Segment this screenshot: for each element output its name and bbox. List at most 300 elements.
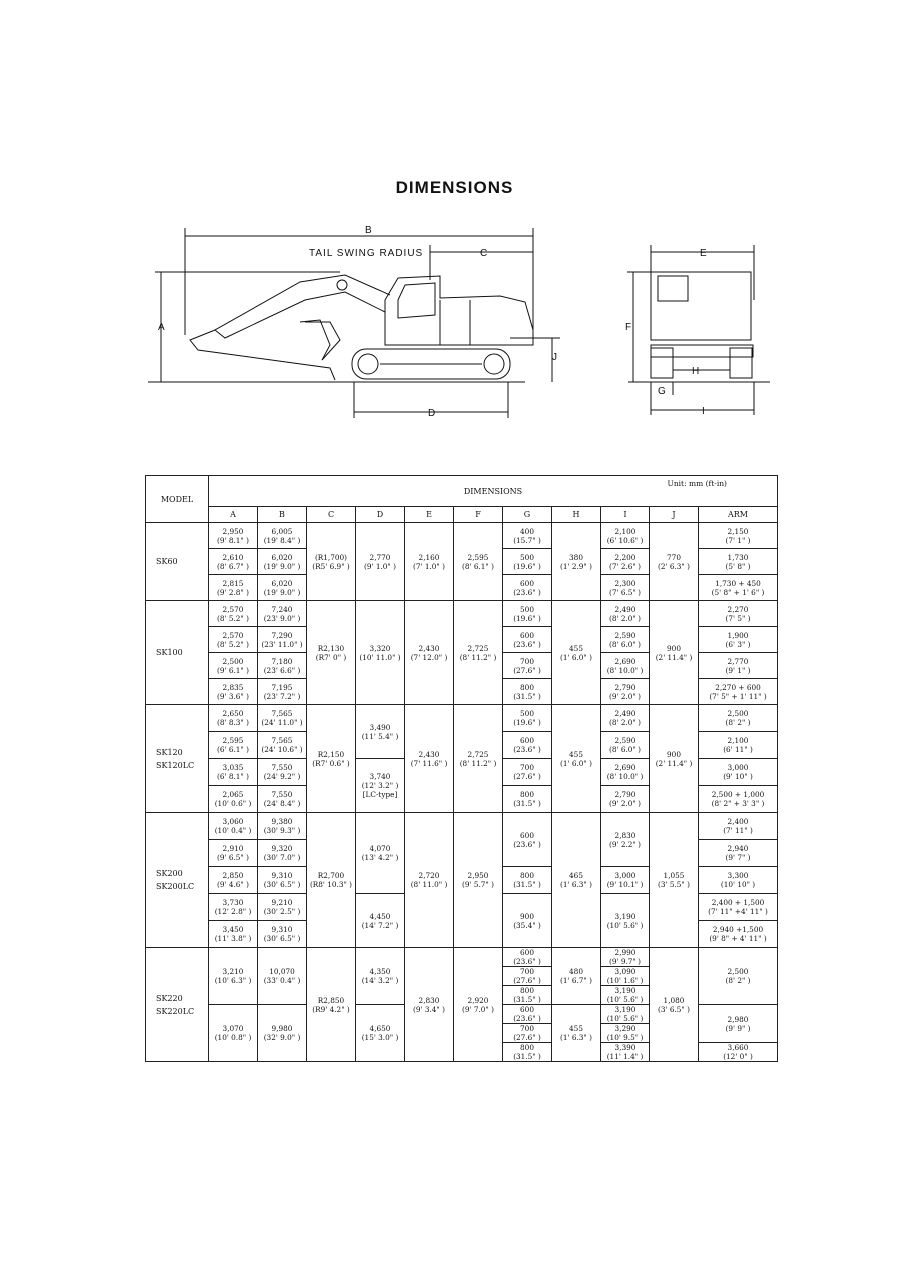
cell-value: 9,310	[271, 925, 293, 934]
cell-value: (9' 10.1" )	[606, 880, 644, 889]
cell-value: 3,000	[614, 871, 636, 880]
cell-value: (7' 12.0" )	[410, 652, 448, 662]
cell-value: 2,500	[727, 709, 749, 718]
cell	[503, 759, 552, 786]
model-sk60: SK60	[146, 523, 209, 601]
cell	[699, 759, 778, 786]
col-c: C	[307, 507, 356, 523]
cell	[258, 840, 307, 867]
model-header: MODEL	[146, 476, 209, 523]
cell-value: 2,500 + 1,000	[711, 790, 765, 799]
cell	[699, 948, 778, 1005]
cell-value: 2,850	[222, 871, 244, 880]
cell	[601, 679, 650, 705]
cell	[601, 1024, 650, 1043]
cell-value: (9' 2.0" )	[609, 691, 641, 701]
cell-value: 3,320	[369, 643, 391, 653]
cell-value: (30' 6.5" )	[263, 880, 301, 889]
cell-value: 800	[520, 1043, 534, 1052]
cell	[258, 549, 307, 575]
cell	[601, 867, 650, 894]
cell-value: (8' 10.0" )	[606, 665, 644, 675]
cell-value: 2,150	[727, 526, 749, 536]
cell	[503, 627, 552, 653]
cell-value: (23' 7.2" )	[263, 691, 301, 701]
cell	[503, 1024, 552, 1043]
cell-value: 1,730	[727, 552, 749, 562]
cell-value: 2,790	[614, 682, 636, 692]
cell-value: 900	[667, 749, 681, 759]
cell-value: (7' 11.6" )	[410, 758, 448, 768]
cell	[307, 523, 356, 601]
col-f: F	[454, 507, 503, 523]
cell-value: (31.5" )	[513, 995, 541, 1004]
cell-value: [LC-type]	[362, 790, 398, 799]
cell-value: 2,830	[614, 830, 636, 840]
cell	[552, 813, 601, 948]
cell	[405, 948, 454, 1062]
cell	[356, 1005, 405, 1062]
cell-value: R2,150	[317, 749, 345, 759]
cell	[503, 705, 552, 732]
cell-value: (6' 3" )	[725, 639, 751, 649]
cell-value: (11' 5.4" )	[361, 731, 399, 741]
cell-value: (10' 5.6" )	[606, 995, 644, 1004]
cell-value: (9' 4.6" )	[217, 880, 249, 889]
cell-value: (35.4" )	[513, 920, 541, 930]
cell	[699, 867, 778, 894]
cell	[699, 549, 778, 575]
cell-value: 9,980	[271, 1024, 293, 1033]
cell	[503, 948, 552, 967]
cell	[209, 732, 258, 759]
cell	[405, 813, 454, 948]
cell-value: 7,550	[271, 763, 293, 772]
cell	[258, 705, 307, 732]
cell-value: (2' 11.4" )	[655, 758, 693, 768]
cell	[601, 549, 650, 575]
cell	[209, 653, 258, 679]
cell	[552, 1005, 601, 1062]
cell-value: 2,300	[614, 578, 636, 588]
cell	[503, 575, 552, 601]
cell-value: (R8' 10.3" )	[309, 880, 353, 889]
cell-value: (10' 9.5" )	[606, 1033, 644, 1042]
cell-value: (24' 9.2" )	[263, 772, 301, 781]
cell-value: 2,725	[467, 643, 489, 653]
cell	[601, 523, 650, 549]
cell-value: 2,065	[222, 790, 244, 799]
cell-value: 3,190	[614, 986, 636, 995]
cell-value: (7' 5" )	[725, 613, 751, 623]
cell-value: (27.6" )	[513, 976, 541, 985]
cell-value: (10' 0.6" )	[214, 799, 252, 808]
cell-value: (10' 10" )	[720, 880, 756, 889]
cell	[601, 1005, 650, 1024]
cell	[258, 759, 307, 786]
cell-value: (30' 6.5" )	[263, 934, 301, 943]
cell	[209, 627, 258, 653]
cell	[601, 894, 650, 948]
cell-value: (24' 11.0" )	[261, 718, 303, 727]
cell-value: (8' 2.0" )	[609, 613, 641, 623]
cell-value: 2,720	[418, 871, 440, 880]
cell	[503, 894, 552, 948]
cell	[650, 601, 699, 705]
cell-value: (6' 6.1" )	[217, 745, 249, 754]
cell-value: 1,730 + 450	[715, 578, 761, 588]
cell-value: 2,815	[222, 578, 244, 588]
cell-value: (8' 10.0" )	[606, 772, 644, 781]
label-a: A	[158, 322, 165, 333]
cell-value: (7' 1.0" )	[413, 561, 445, 571]
cell	[258, 867, 307, 894]
cell	[699, 627, 778, 653]
cell-value: (12' 3.2" )	[361, 781, 399, 790]
cell	[601, 813, 650, 867]
cell-value: (10' 5.6" )	[606, 1014, 644, 1023]
cell-value: 2,400	[727, 817, 749, 826]
cell	[601, 732, 650, 759]
cell-value: 6,020	[271, 552, 293, 562]
cell	[503, 813, 552, 867]
cell	[699, 921, 778, 948]
cell-value: 700	[520, 763, 534, 772]
cell-value: 600	[520, 830, 534, 840]
cell	[209, 523, 258, 549]
cell	[503, 867, 552, 894]
cell-value: 2,650	[222, 709, 244, 718]
cell	[356, 948, 405, 1005]
cell-value: (19.6" )	[513, 613, 541, 623]
cell-value: (30' 2.5" )	[263, 907, 301, 916]
cell-value: (R7' 0" )	[315, 652, 347, 662]
cell	[650, 523, 699, 601]
cell-value: (1' 6.7" )	[560, 976, 592, 985]
cell-value: (31.5" )	[513, 691, 541, 701]
cell-value: 2,725	[467, 749, 489, 759]
cell-value: (3' 5.5" )	[658, 880, 690, 889]
cell	[503, 653, 552, 679]
cell-value: (23' 9.0" )	[263, 613, 301, 623]
cell	[699, 732, 778, 759]
cell-value: 2,790	[614, 790, 636, 799]
cell	[258, 948, 307, 1005]
cell	[454, 523, 503, 601]
cell-value: 500	[520, 552, 534, 562]
cell-value: (24' 10.6" )	[261, 745, 303, 754]
cell-value: 4,450	[369, 911, 391, 921]
excavator-dimension-diagram	[140, 215, 780, 430]
cell	[454, 948, 503, 1062]
model-sk220	[146, 948, 209, 1062]
cell-value: (8' 11.2" )	[459, 652, 497, 662]
cell-value: 3,660	[727, 1043, 749, 1052]
cell-value: (9' 2.2" )	[609, 839, 641, 849]
cell-value: 2,500	[222, 656, 244, 666]
cell	[503, 967, 552, 986]
cell-value: 2,430	[418, 749, 440, 759]
cell-value: (31.5" )	[513, 1052, 541, 1061]
cell-value: 3,740	[369, 772, 391, 781]
cell	[601, 1043, 650, 1062]
cell-value: 2,770	[727, 656, 749, 666]
cell	[258, 921, 307, 948]
cell-value: 7,290	[271, 630, 293, 640]
cell	[699, 840, 778, 867]
cell-value: 700	[520, 1024, 534, 1033]
label-f: F	[625, 322, 632, 333]
cell-value: 2,950	[467, 871, 489, 880]
cell	[258, 786, 307, 813]
model-name: SK120	[156, 747, 183, 757]
cell-value: (5' 8" + 1' 6" )	[711, 587, 765, 597]
cell	[503, 601, 552, 627]
cell-value: (2' 6.3" )	[658, 561, 690, 571]
cell-value: 2,270 + 600	[715, 682, 761, 692]
cell-value: 1,080	[663, 995, 685, 1005]
cell	[209, 894, 258, 921]
cell-value: 600	[520, 1005, 534, 1014]
cell-value: (5' 8" )	[725, 561, 751, 571]
cell-value: (1' 6.3" )	[560, 880, 592, 889]
cell	[552, 705, 601, 813]
cell-value: (23' 11.0" )	[261, 639, 303, 649]
cell	[503, 732, 552, 759]
cell	[209, 1005, 258, 1062]
col-g: G	[503, 507, 552, 523]
cell-value: 2,940	[727, 844, 749, 853]
cell-value: 9,320	[271, 844, 293, 853]
cell-value: (19' 8.4" )	[263, 535, 301, 545]
cell-value: (8' 8.3" )	[217, 718, 249, 727]
cell-value: R2,700	[317, 871, 345, 880]
cell	[699, 894, 778, 921]
cell	[699, 523, 778, 549]
cell	[699, 1005, 778, 1043]
cell-value: 2,990	[614, 948, 636, 957]
cell	[552, 523, 601, 601]
cell	[601, 653, 650, 679]
cell-value: 600	[520, 948, 534, 957]
cell-value: 7,240	[271, 604, 293, 614]
page-title: DIMENSIONS	[395, 178, 514, 197]
cell-value: 2,595	[222, 736, 244, 745]
dimensions-table	[145, 475, 777, 1062]
cell	[405, 705, 454, 813]
cell	[405, 601, 454, 705]
cell-value: (R7' 0.6" )	[312, 758, 350, 768]
cell-value: (7' 6.5" )	[609, 587, 641, 597]
cell-value: (27.6" )	[513, 772, 541, 781]
cell	[601, 759, 650, 786]
cell-value: (11' 1.4" )	[606, 1052, 644, 1061]
cell-value: (R1,700)	[314, 552, 348, 562]
cell-value: (R5' 6.9" )	[312, 561, 350, 571]
cell-value: (8' 2" )	[725, 976, 751, 985]
cell-value: 10,070	[269, 967, 295, 976]
cell	[601, 575, 650, 601]
cell-value: 6,020	[271, 578, 293, 588]
cell-value: 2,100	[727, 736, 749, 745]
cell-value: 900	[667, 643, 681, 653]
cell-value: (8' 11.2" )	[459, 758, 497, 768]
cell-value: 3,060	[222, 817, 244, 826]
cell-value: 2,835	[222, 682, 244, 692]
cell-value: 600	[520, 630, 534, 640]
cell-value: (23.6" )	[513, 1014, 541, 1023]
cell-value: 3,290	[614, 1024, 636, 1033]
cell	[209, 549, 258, 575]
cell-value: (14' 3.2" )	[361, 976, 399, 985]
cell-value: (1' 6.0" )	[560, 758, 592, 768]
cell-value: 3,300	[727, 871, 749, 880]
cell	[454, 813, 503, 948]
cell-value: (32' 9.0" )	[263, 1033, 301, 1042]
cell-value: 3,210	[222, 967, 244, 976]
cell	[209, 759, 258, 786]
cell-value: (9' 10" )	[723, 772, 753, 781]
cell-value: (8' 5.2" )	[217, 639, 249, 649]
cell-value: (9' 9.7" )	[609, 957, 641, 966]
cell-value: (1' 2.9" )	[560, 561, 592, 571]
cell-value: 3,730	[222, 898, 244, 907]
cell-value: 500	[520, 709, 534, 718]
cell	[699, 1043, 778, 1062]
cell	[209, 575, 258, 601]
cell	[258, 627, 307, 653]
cell-value: 600	[520, 578, 534, 588]
model-sk200	[146, 813, 209, 948]
cell-value: 2,940 +1,500	[712, 925, 764, 934]
cell-value: 900	[520, 911, 534, 921]
cell-value: 400	[520, 526, 534, 536]
cell-value: 700	[520, 967, 534, 976]
cell-value: (23' 6.6" )	[263, 665, 301, 675]
cell-value: 6,005	[271, 526, 293, 536]
cell	[356, 705, 405, 759]
cell	[454, 705, 503, 813]
cell-value: 4,650	[369, 1024, 391, 1033]
cell	[699, 705, 778, 732]
cell	[307, 813, 356, 948]
cell-value: 4,350	[369, 967, 391, 976]
cell-value: (9' 8" + 4' 11" )	[709, 934, 767, 943]
cell-value: (24' 8.4" )	[263, 799, 301, 808]
dimensions-header	[209, 476, 778, 507]
cell-value: (1' 6.0" )	[560, 652, 592, 662]
cell-value: (13' 4.2" )	[361, 853, 399, 862]
label-e: E	[700, 248, 707, 259]
cell-value: (11' 3.8" )	[214, 934, 252, 943]
cell-value: 455	[569, 1024, 583, 1033]
cell-value: 2,490	[614, 709, 636, 718]
cell	[209, 705, 258, 732]
cell-value: 800	[520, 871, 534, 880]
cell-value: 3,390	[614, 1043, 636, 1052]
cell	[356, 894, 405, 948]
cell-value: 7,565	[271, 709, 293, 718]
cell-value: (9' 7" )	[725, 853, 751, 862]
cell-value: 3,000	[727, 763, 749, 772]
cell	[258, 732, 307, 759]
cell-value: 2,690	[614, 656, 636, 666]
cell	[356, 813, 405, 894]
model-sk120	[146, 705, 209, 813]
cell	[650, 705, 699, 813]
cell	[454, 601, 503, 705]
cell-value: (8' 2" + 3' 3" )	[711, 799, 765, 808]
cell-value: (7' 1" )	[725, 535, 751, 545]
cell-value: 600	[520, 736, 534, 745]
cell-value: 2,590	[614, 630, 636, 640]
cell-value: (23.6" )	[513, 745, 541, 754]
cell-value: 800	[520, 986, 534, 995]
cell-value: (15' 3.0" )	[361, 1033, 399, 1042]
cell	[209, 867, 258, 894]
cell-value: (10' 5.6" )	[606, 920, 644, 930]
cell-value: 2,595	[467, 552, 489, 562]
cell-value: (9' 5.7" )	[462, 880, 494, 889]
cell-value: 2,270	[727, 604, 749, 614]
model-name: SK200LC	[156, 882, 195, 891]
cell-value: (14' 7.2" )	[361, 920, 399, 930]
cell-value: 9,210	[271, 898, 293, 907]
cell	[356, 523, 405, 601]
cell-value: 700	[520, 656, 534, 666]
cell	[307, 705, 356, 813]
cell-value: (27.6" )	[513, 665, 541, 675]
cell	[601, 948, 650, 967]
cell	[601, 986, 650, 1005]
cell-value: (19.6" )	[513, 718, 541, 727]
cell-value: 3,035	[222, 763, 244, 772]
cell-value: 2,100	[614, 526, 636, 536]
cell-value: 3,490	[369, 722, 391, 732]
cell-value: (30' 9.3" )	[263, 826, 301, 835]
cell-value: (23.6" )	[513, 957, 541, 966]
cell-value: 2,490	[614, 604, 636, 614]
cell	[209, 813, 258, 840]
cell	[307, 601, 356, 705]
cell-value: (6' 8.1" )	[217, 772, 249, 781]
cell-value: 2,500	[727, 967, 749, 976]
cell	[258, 813, 307, 840]
cell-value: (19' 9.0" )	[263, 561, 301, 571]
cell-value: (27.6" )	[513, 1033, 541, 1042]
cell-value: (6' 10.6" )	[606, 535, 644, 545]
cell	[699, 575, 778, 601]
cell	[601, 786, 650, 813]
col-j: J	[650, 507, 699, 523]
cell	[209, 786, 258, 813]
cell	[503, 786, 552, 813]
cell	[258, 601, 307, 627]
model-name: SK120LC	[156, 760, 195, 770]
model-name: SK220LC	[156, 1006, 195, 1016]
cell	[699, 786, 778, 813]
cell-value: (10' 1.6" )	[606, 976, 644, 985]
label-g: G	[658, 386, 666, 397]
cell	[601, 705, 650, 732]
cell-value: R2,850	[317, 995, 345, 1005]
cell-value: 3,190	[614, 1005, 636, 1014]
cell-value: 2,830	[418, 995, 440, 1005]
cell-value: (6' 11" )	[723, 745, 753, 754]
cell	[258, 679, 307, 705]
cell	[552, 601, 601, 705]
cell-value: 2,570	[222, 630, 244, 640]
